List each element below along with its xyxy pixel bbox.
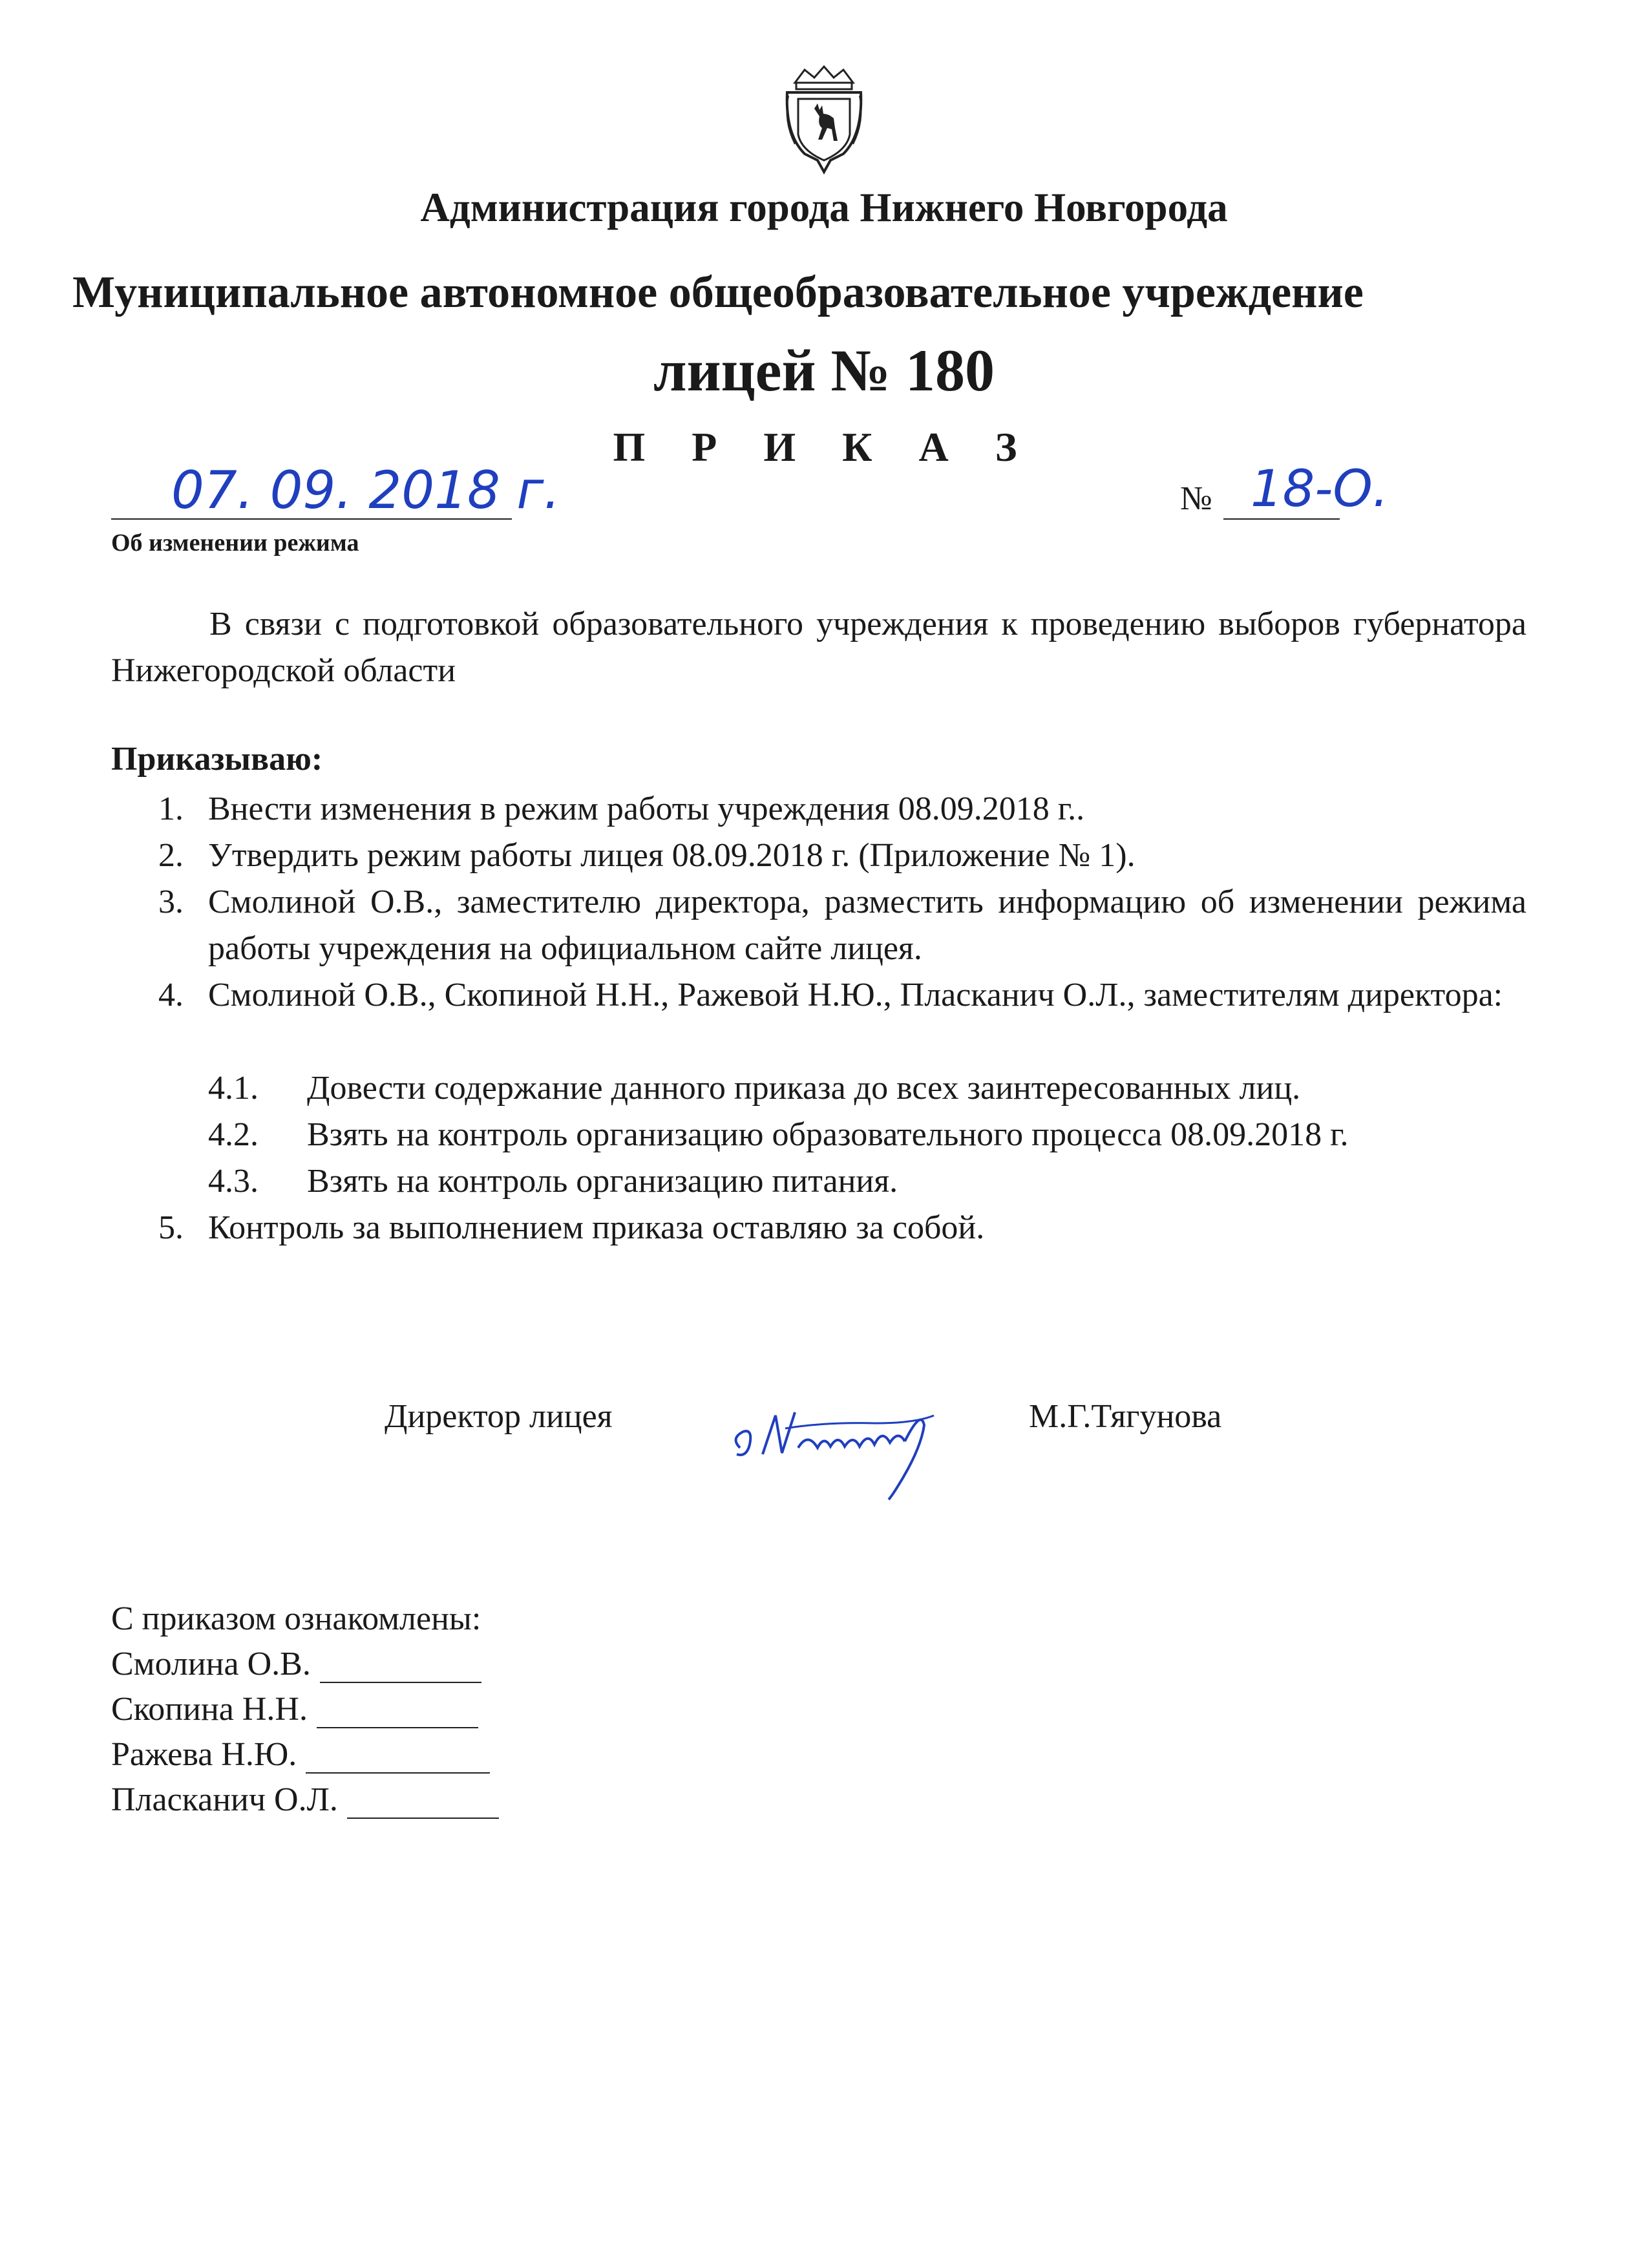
item-number: 4.3.: [208, 1163, 259, 1200]
acknowledgement-person: Пласканич О.Л.: [111, 1781, 338, 1818]
director-title: Директор лицея: [385, 1398, 613, 1435]
intro-paragraph: В связи с подготовкой образовательного учреждения к проведению выборов губернатора Нижегородской области: [111, 606, 1527, 689]
acknowledgement-row: [111, 1690, 478, 1728]
item-number: 1.: [158, 790, 184, 827]
item-number: 4.2.: [208, 1116, 259, 1153]
signature-line: [320, 1649, 481, 1683]
item-text: Взять на контроль организацию образовательного процесса 08.09.2018 г.: [307, 1116, 1349, 1153]
item-text: Контроль за выполнением приказа оставляю за собой.: [208, 1209, 985, 1246]
item-text: Внести изменения в режим работы учреждения 08.09.2018 г..: [208, 790, 1085, 827]
item-number: 5.: [158, 1209, 184, 1246]
school-name-line2: лицей № 180: [653, 337, 995, 403]
item-number: 4.: [158, 977, 184, 1013]
order-subject: Об изменении режима: [111, 529, 359, 556]
signature-line: [347, 1785, 499, 1819]
item-text: Смолиной О.В., Скопиной Н.Н., Ражевой Н.Ю., Пласканич О.Л., заместителям директора:: [208, 977, 1503, 1013]
acknowledgement-row: [111, 1645, 481, 1683]
handwritten-date: [171, 458, 560, 520]
date-underline: [111, 517, 512, 520]
signature-line: [317, 1695, 478, 1728]
item-text: Смолиной О.В., заместителю директора, разместить информацию об изменении режима работы учреждения на официальном сайте лицея.: [208, 884, 1527, 967]
item-text: Довести содержание данного приказа до всех заинтересованных лиц.: [307, 1070, 1301, 1107]
item-number: 3.: [158, 884, 184, 920]
orders-label: Приказываю:: [111, 741, 323, 778]
school-name-line1: Муниципальное автономное общеобразовательное учреждение: [72, 268, 1364, 317]
item-number: 2.: [158, 837, 184, 874]
acknowledgement-row: [111, 1781, 499, 1819]
city-coat-of-arms-icon: [782, 63, 866, 176]
acknowledgement-heading: С приказом ознакомлены:: [111, 1600, 481, 1637]
item-number: 4.1.: [208, 1070, 259, 1107]
acknowledgement-person: Скопина Н.Н.: [111, 1691, 308, 1728]
order-number-label: №: [1180, 480, 1212, 517]
director-signature: [727, 1377, 966, 1506]
item-text: Взять на контроль организацию питания.: [307, 1163, 898, 1200]
acknowledgement-row: [111, 1735, 490, 1774]
acknowledgement-person: Смолина О.В.: [111, 1646, 311, 1682]
svg-text:07. 09. 2018 г.: 07. 09. 2018 г.: [171, 460, 560, 520]
number-underline: [1223, 517, 1340, 520]
director-name: М.Г.Тягунова: [1029, 1398, 1222, 1435]
acknowledgement-person: Ражева Н.Ю.: [111, 1736, 297, 1773]
administration-title: Администрация города Нижнего Новгорода: [420, 185, 1228, 230]
handwritten-order-number: [1251, 456, 1406, 517]
item-text: Утвердить режим работы лицея 08.09.2018 г. (Приложение № 1).: [208, 837, 1136, 874]
signature-line: [306, 1740, 490, 1774]
order-heading: П Р И К А З: [613, 424, 1035, 470]
svg-text:18-О.: 18-О.: [1251, 460, 1389, 518]
